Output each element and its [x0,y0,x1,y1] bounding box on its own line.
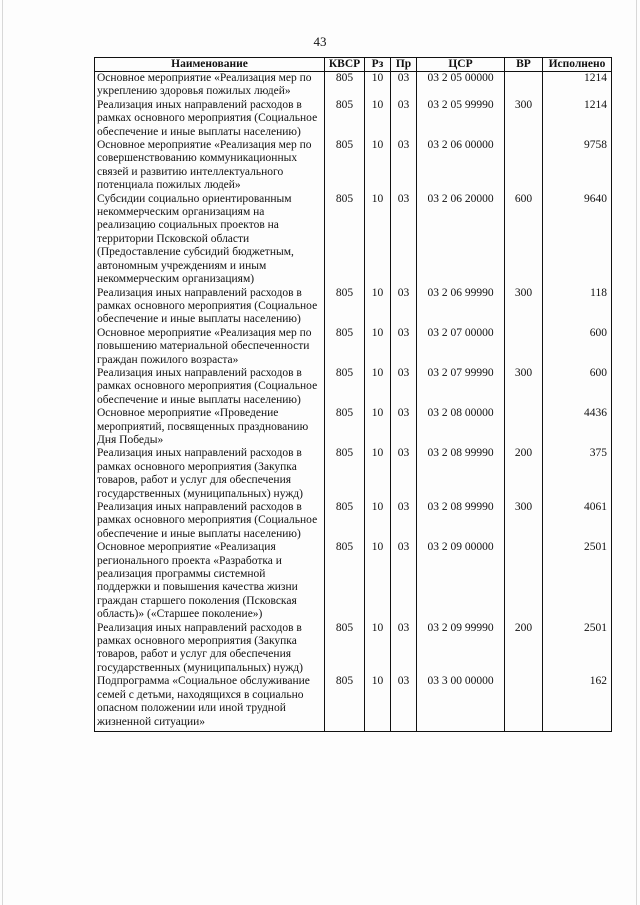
table-row [95,541,612,621]
cell-csr: 03 3 00 00000 [417,675,505,731]
cell-isp: 118 [543,287,612,327]
cell-pr: 03 [391,675,417,731]
table-row [95,139,612,193]
table-row [95,287,612,327]
table-row [95,99,612,139]
cell-vr [505,139,543,193]
cell-csr: 03 2 07 00000 [417,327,505,367]
table-row [95,675,612,731]
cell-pr: 03 [391,287,417,327]
budget-table [94,57,612,732]
cell-isp: 2501 [543,622,612,676]
cell-name: Основное мероприятие «Реализация мер по повышению материальной обеспеченности граждан пожилого возраста» [95,327,325,367]
cell-isp: 4436 [543,407,612,447]
cell-isp: 9758 [543,139,612,193]
cell-isp: 9640 [543,193,612,287]
cell-rz: 10 [365,541,391,621]
cell-vr: 300 [505,367,543,407]
cell-kvsr: 805 [325,622,365,676]
table-header-row [95,58,612,72]
cell-isp: 375 [543,447,612,501]
cell-rz: 10 [365,99,391,139]
cell-name: Реализация иных направлений расходов в рамках основного мероприятия (Социальное обеспечение и иные выплаты населению) [95,501,325,541]
cell-pr: 03 [391,193,417,287]
cell-kvsr: 805 [325,541,365,621]
cell-vr: 200 [505,622,543,676]
cell-vr: 600 [505,193,543,287]
cell-rz: 10 [365,675,391,731]
cell-csr: 03 2 08 99990 [417,501,505,541]
cell-vr [505,675,543,731]
cell-name: Реализация иных направлений расходов в рамках основного мероприятия (Закупка товаров, работ и услуг для обеспечения государственных (муниципальных) нужд) [95,622,325,676]
table-row [95,447,612,501]
table-row [95,622,612,676]
cell-rz: 10 [365,193,391,287]
cell-isp: 600 [543,327,612,367]
cell-pr: 03 [391,501,417,541]
cell-name: Субсидии социально ориентированным некоммерческим организациям на реализацию социальных проектов на территории Псковской области (Предоставление субсидий бюджетным, автономным учреждениям и иным некоммерческим организациям) [95,193,325,287]
cell-rz: 10 [365,367,391,407]
cell-name: Основное мероприятие «Реализация мер по совершенствованию коммуникационных связей и развитию интеллектуального потенциала пожилых людей» [95,139,325,193]
table-row [95,327,612,367]
cell-name: Реализация иных направлений расходов в рамках основного мероприятия (Социальное обеспечение и иные выплаты населению) [95,287,325,327]
cell-name: Основное мероприятие «Проведение мероприятий, посвященных празднованию Дня Победы» [95,407,325,447]
cell-kvsr: 805 [325,287,365,327]
cell-rz: 10 [365,139,391,193]
cell-kvsr: 805 [325,193,365,287]
cell-name: Подпрограмма «Социальное обслуживание семей с детьми, находящихся в социально опасном положении или иной трудной жизненной ситуации» [95,675,325,731]
cell-kvsr: 805 [325,447,365,501]
table-row [95,367,612,407]
cell-rz: 10 [365,501,391,541]
cell-pr: 03 [391,139,417,193]
cell-rz: 10 [365,72,391,99]
cell-kvsr: 805 [325,367,365,407]
cell-kvsr: 805 [325,99,365,139]
cell-rz: 10 [365,622,391,676]
cell-vr: 300 [505,99,543,139]
cell-isp: 1214 [543,99,612,139]
cell-csr: 03 2 06 99990 [417,287,505,327]
cell-kvsr: 805 [325,72,365,99]
cell-isp: 600 [543,367,612,407]
scan-edge-left [2,0,3,905]
cell-isp: 162 [543,675,612,731]
cell-csr: 03 2 06 20000 [417,193,505,287]
cell-csr: 03 2 09 99990 [417,622,505,676]
header-name: Наименование [95,58,325,72]
cell-pr: 03 [391,99,417,139]
page-number: 43 [313,34,327,49]
cell-isp: 4061 [543,501,612,541]
cell-vr [505,327,543,367]
cell-rz: 10 [365,287,391,327]
cell-rz: 10 [365,407,391,447]
table-row [95,72,612,99]
cell-vr: 300 [505,501,543,541]
cell-csr: 03 2 09 00000 [417,541,505,621]
header-csr: ЦСР [417,58,505,72]
cell-isp: 1214 [543,72,612,99]
table-body [95,72,612,732]
cell-csr: 03 2 05 00000 [417,72,505,99]
cell-rz: 10 [365,327,391,367]
cell-name: Основное мероприятие «Реализация мер по укреплению здоровья пожилых людей» [95,72,325,99]
header-isp: Исполнено [543,58,612,72]
cell-kvsr: 805 [325,407,365,447]
header-vr: ВР [505,58,543,72]
cell-kvsr: 805 [325,139,365,193]
cell-kvsr: 805 [325,675,365,731]
cell-name: Основное мероприятие «Реализация регионального проекта «Разработка и реализация программы системной поддержки и повышения качества жизни граждан старшего поколения (Псковская область)» («Старшее поколение») [95,541,325,621]
cell-isp: 2501 [543,541,612,621]
header-kvsr: КВСР [325,58,365,72]
cell-csr: 03 2 05 99990 [417,99,505,139]
scan-edge-right [636,0,637,905]
cell-pr: 03 [391,327,417,367]
table-row [95,193,612,287]
cell-kvsr: 805 [325,327,365,367]
header-rz: Рз [365,58,391,72]
cell-csr: 03 2 08 99990 [417,447,505,501]
cell-name: Реализация иных направлений расходов в рамках основного мероприятия (Закупка товаров, работ и услуг для обеспечения государственных (муниципальных) нужд) [95,447,325,501]
cell-rz: 10 [365,447,391,501]
cell-pr: 03 [391,367,417,407]
cell-pr: 03 [391,541,417,621]
cell-kvsr: 805 [325,501,365,541]
cell-pr: 03 [391,407,417,447]
cell-csr: 03 2 07 99990 [417,367,505,407]
cell-vr [505,407,543,447]
table-row [95,407,612,447]
cell-vr: 200 [505,447,543,501]
cell-name: Реализация иных направлений расходов в рамках основного мероприятия (Социальное обеспечение и иные выплаты населению) [95,99,325,139]
cell-csr: 03 2 08 00000 [417,407,505,447]
cell-vr: 300 [505,287,543,327]
cell-pr: 03 [391,447,417,501]
cell-pr: 03 [391,72,417,99]
cell-vr [505,72,543,99]
table-row [95,501,612,541]
cell-csr: 03 2 06 00000 [417,139,505,193]
cell-pr: 03 [391,622,417,676]
header-pr: Пр [391,58,417,72]
cell-name: Реализация иных направлений расходов в рамках основного мероприятия (Социальное обеспечение и иные выплаты населению) [95,367,325,407]
cell-vr [505,541,543,621]
